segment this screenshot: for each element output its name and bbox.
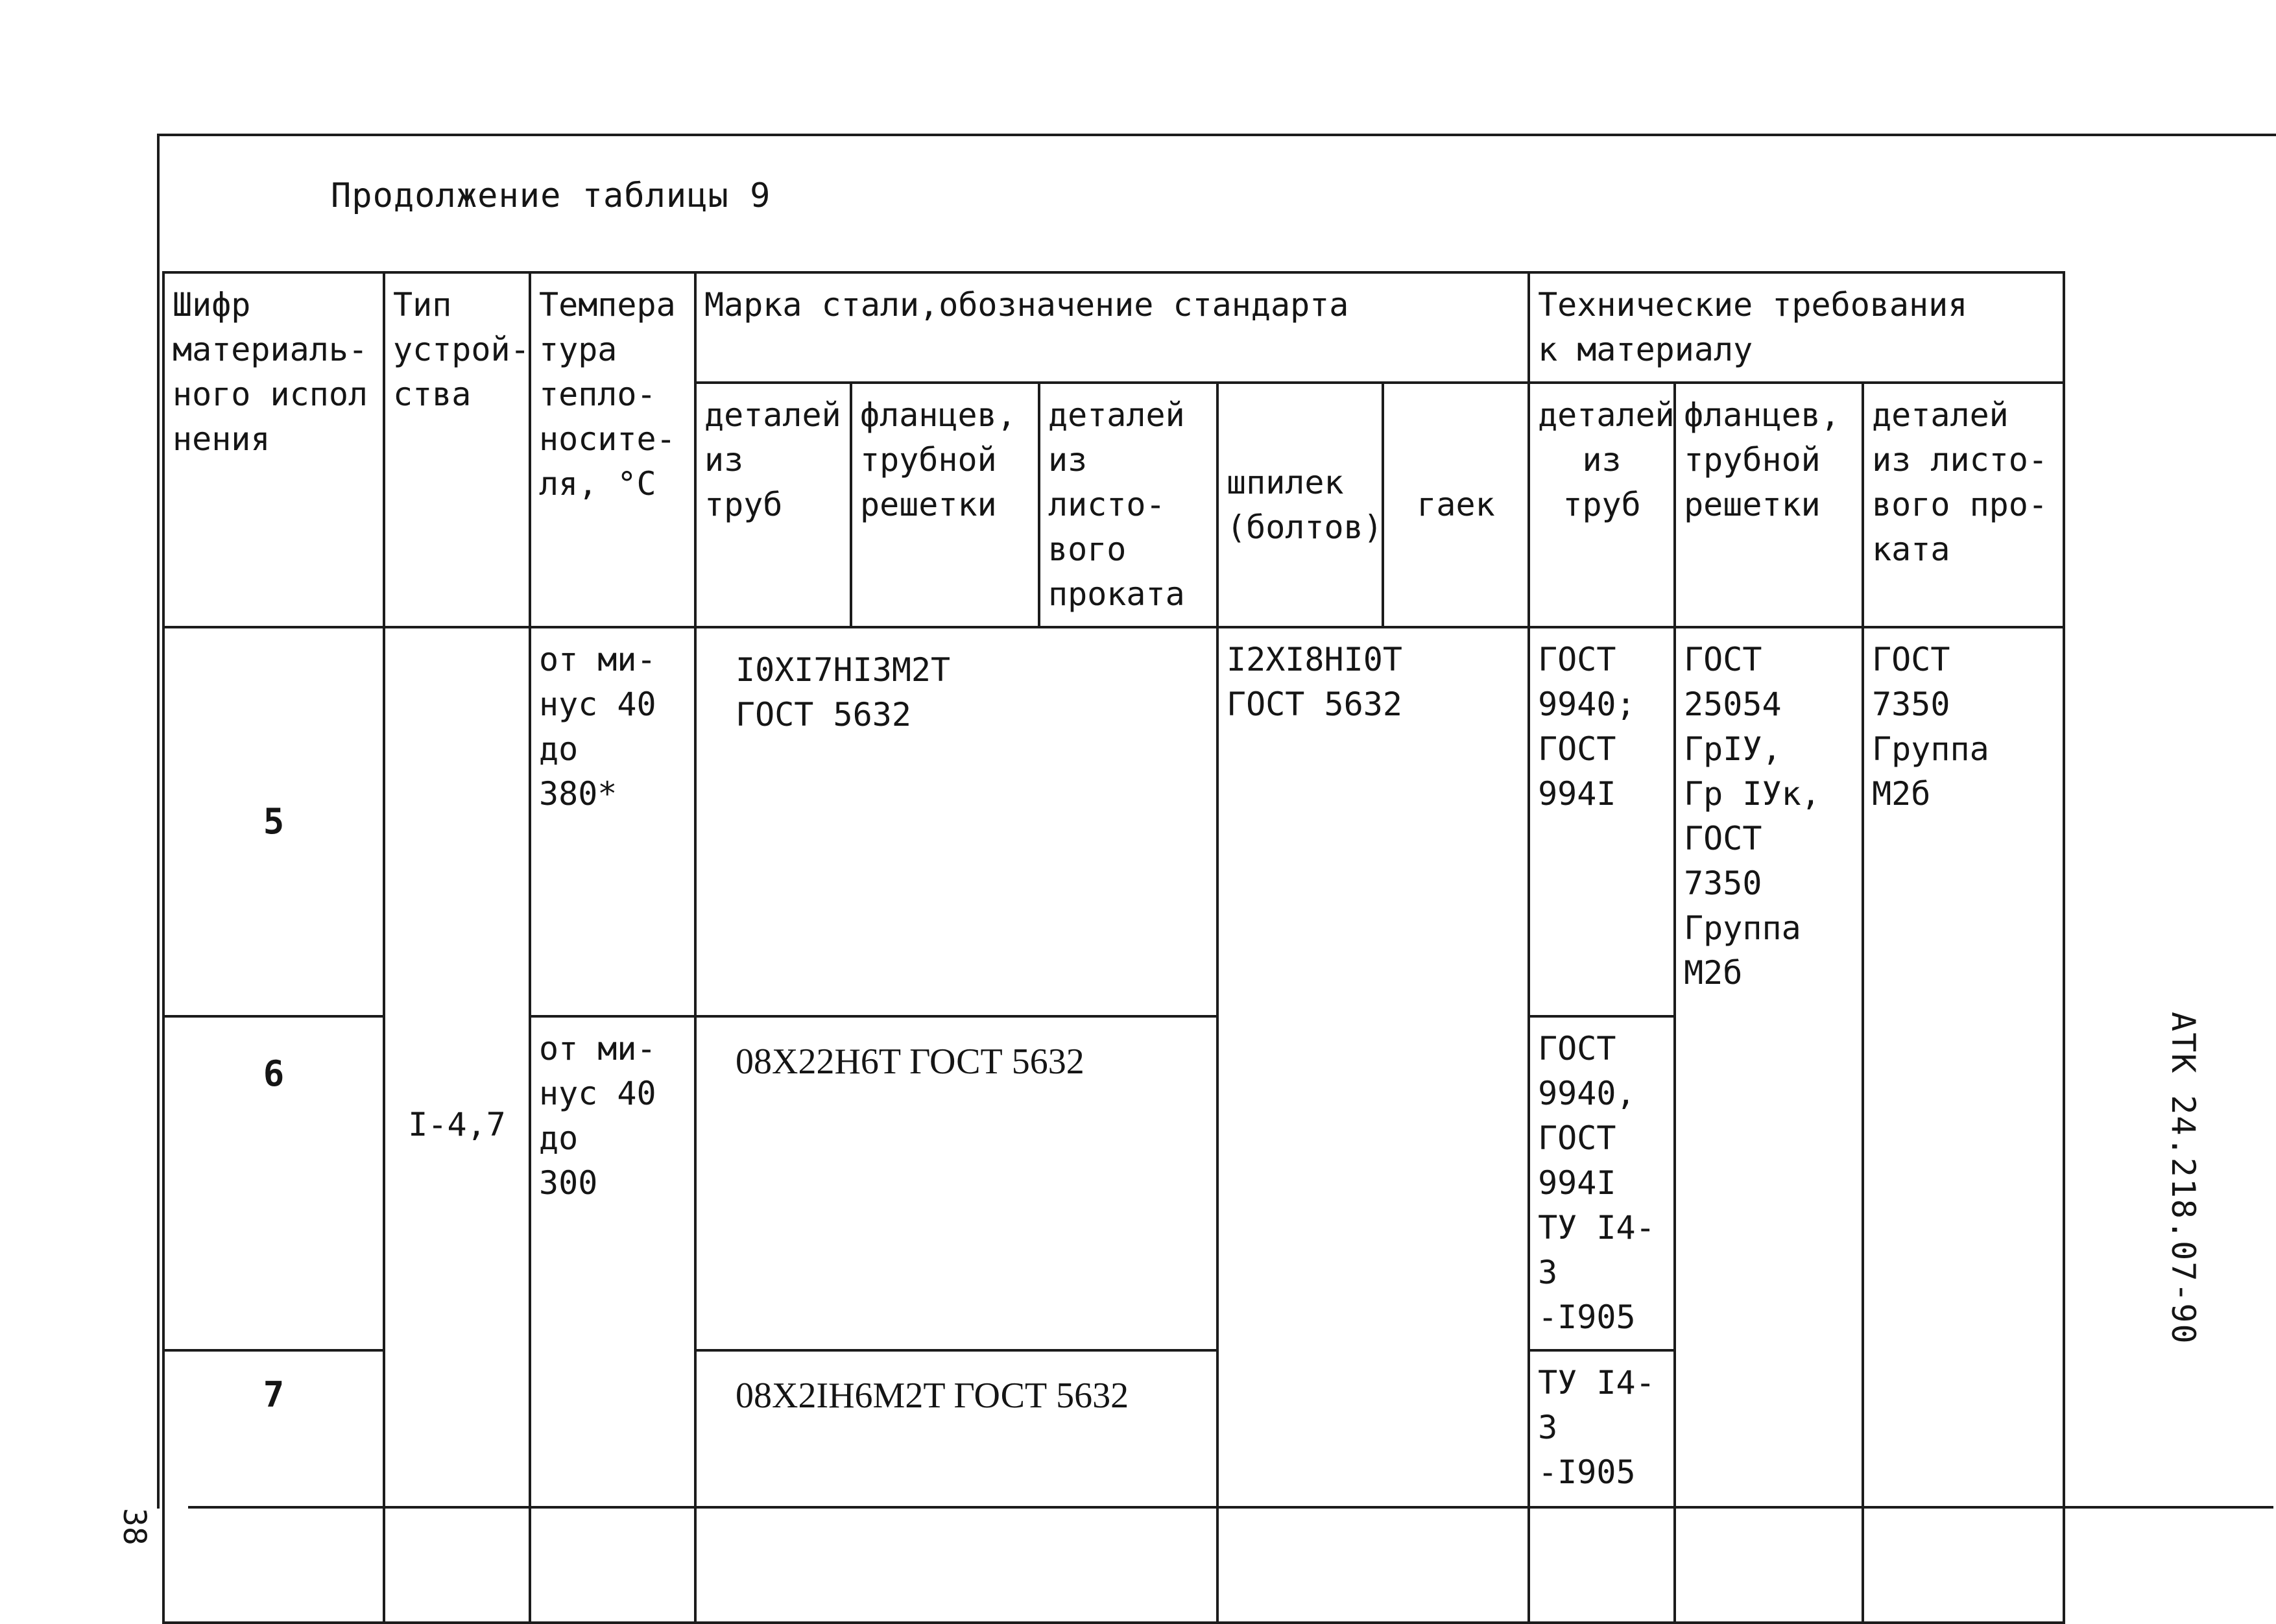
document-code: АТК 24.218.07-90 xyxy=(2164,1012,2202,1345)
fasteners-cell: I2XI8HI0T ГОСТ 5632 xyxy=(1217,627,1529,1623)
header-studs: шпилек (болтов) xyxy=(1217,383,1383,627)
header-tech-requirements: Технические требования к материалу xyxy=(1529,272,2064,383)
header-req-flanges: фланцев, трубной решетки xyxy=(1675,383,1863,627)
steel-grade-cell: 08X2IH6M2T ГОСТ 5632 xyxy=(695,1350,1217,1623)
req-pipe-cell: ГОСТ 9940; ГОСТ 994I xyxy=(1529,627,1675,1016)
header-nuts: гаек xyxy=(1383,383,1529,627)
req-sheet-cell: ГОСТ 7350 Группа М2б xyxy=(1863,627,2064,1623)
temperature-cell: от ми- нус 40 до 380* xyxy=(530,627,695,1016)
page-number: 38 xyxy=(116,1508,152,1546)
row-cipher: 6 xyxy=(163,1016,384,1350)
header-req-pipe-parts: деталей из труб xyxy=(1529,383,1675,627)
device-type-cell: I-4,7 xyxy=(384,627,530,1623)
header-pipe-parts: деталей из труб xyxy=(695,383,851,627)
steel-grade-cell: I0XI7HI3M2T ГОСТ 5632 xyxy=(695,627,1217,1016)
header-cipher: Шифр материаль- ного испол нения xyxy=(163,272,384,627)
header-req-sheet-parts: деталей из листо- вого про- ката xyxy=(1863,383,2064,627)
header-row-1 xyxy=(163,272,2064,383)
req-pipe-cell: ТУ I4-3 -I905 xyxy=(1529,1350,1675,1623)
header-sheet-parts: деталей из листо- вого проката xyxy=(1039,383,1217,627)
req-flanges-cell: ГОСТ 25054 ГрIУ, Гр IУк, ГОСТ 7350 Группа М2б xyxy=(1675,627,1863,1623)
table-row xyxy=(163,627,2064,1016)
req-pipe-cell: ГОСТ 9940, ГОСТ 994I ТУ I4-3 -I905 xyxy=(1529,1016,1675,1350)
header-steel-grade: Марка стали,обозначение стандарта xyxy=(695,272,1529,383)
header-flanges: фланцев, трубной решетки xyxy=(851,383,1039,627)
table-caption: Продолжение таблицы 9 xyxy=(331,176,771,215)
steel-grade-cell: 08X22H6T ГОСТ 5632 xyxy=(695,1016,1217,1350)
frame-top-border xyxy=(157,134,2276,136)
header-temperature: Темпера тура тепло- носите- ля, °С xyxy=(530,272,695,627)
header-device-type: Тип устрой- ства xyxy=(384,272,530,627)
row-cipher: 5 xyxy=(163,627,384,1016)
frame-left-border xyxy=(157,134,160,1509)
temperature-cell: от ми- нус 40 до 300 xyxy=(530,1016,695,1623)
row-cipher: 7 xyxy=(163,1350,384,1623)
materials-table xyxy=(162,271,2065,1624)
